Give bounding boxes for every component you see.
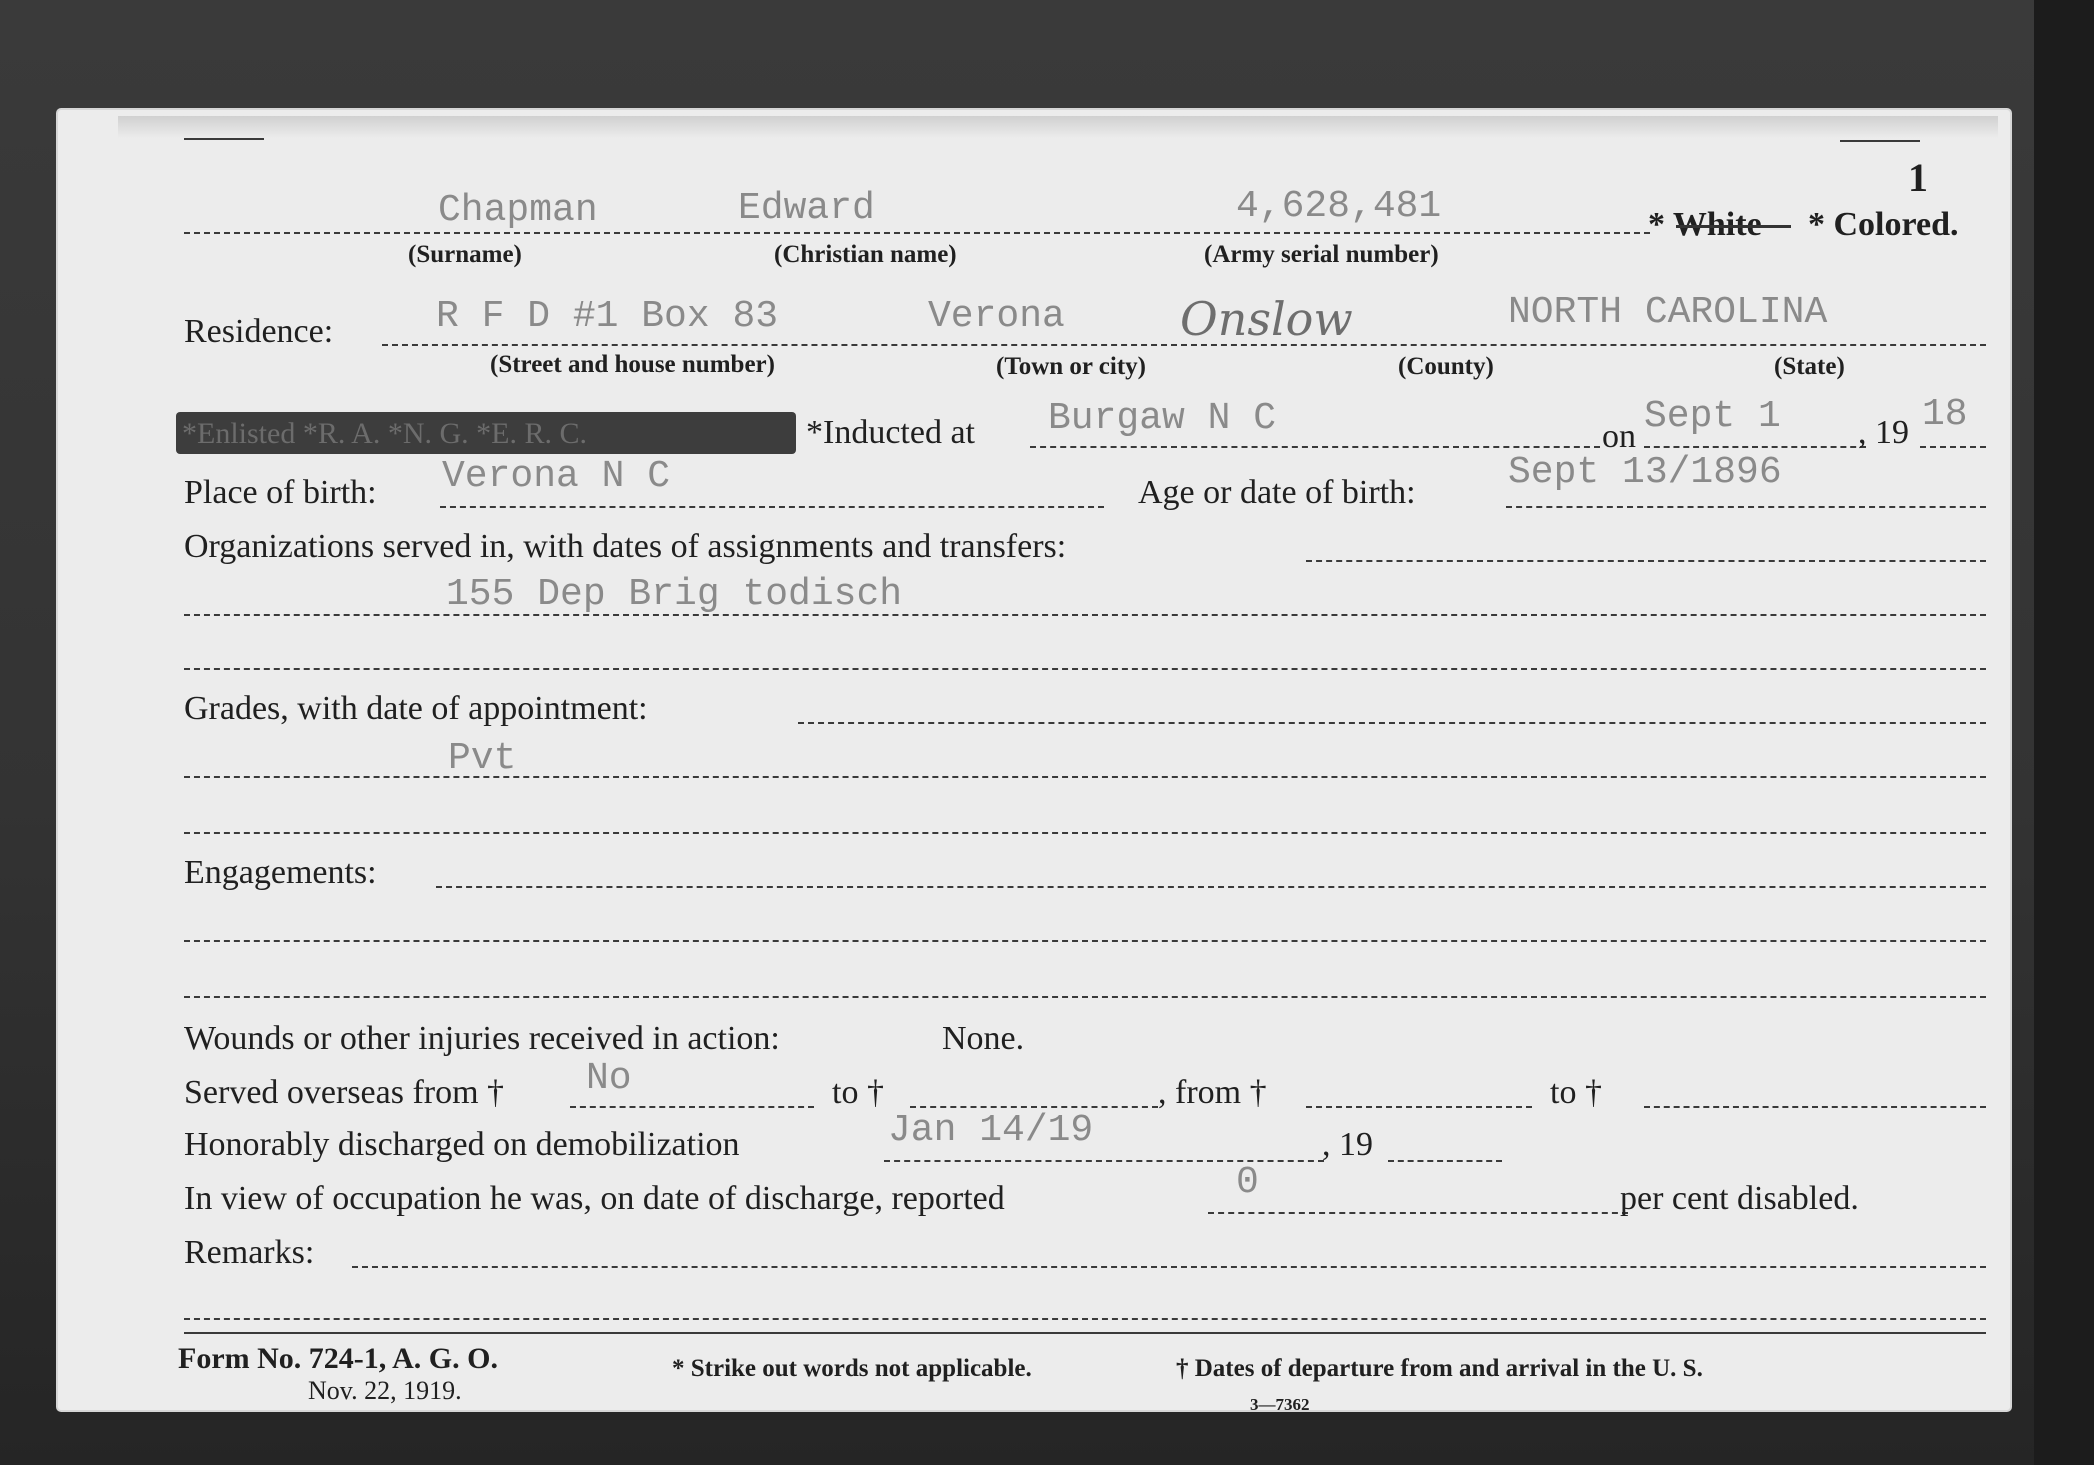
serial-caption: (Army serial number): [1204, 241, 1439, 268]
form-date: Nov. 22, 1919.: [308, 1376, 462, 1405]
wounds-value: None.: [942, 1020, 1025, 1057]
card-number: 1: [1908, 155, 1928, 200]
grades-line-2: [184, 832, 1986, 834]
inducted-place-line: [1030, 446, 1600, 448]
organizations-line-2: [184, 668, 1986, 670]
strike-note: * Strike out words not applicable.: [672, 1355, 1032, 1382]
county-value: Onslow: [1180, 292, 1353, 346]
serial-number-value: 4,628,481: [1236, 185, 1442, 228]
christian-name-caption: (Christian name): [774, 241, 957, 268]
grades-value: Pvt: [448, 737, 517, 780]
disability-suffix: per cent disabled.: [1620, 1180, 1859, 1217]
overseas-from-line: [570, 1106, 814, 1108]
inducted-date-line: [1644, 446, 1866, 448]
discharge-date-value: Jan 14/19: [888, 1109, 1094, 1152]
engagements-line-0: [436, 886, 1986, 888]
grades-line-1: [184, 776, 1986, 778]
inducted-year-line: [1920, 446, 1986, 448]
grades-label: Grades, with date of appointment:: [184, 690, 648, 727]
scan-edge: [2034, 0, 2094, 1465]
colored-option: * Colored.: [1808, 206, 1959, 243]
state-caption: (State): [1774, 353, 1845, 380]
footer-rule: [184, 1332, 1986, 1334]
overseas-to-line: [910, 1106, 1158, 1108]
white-option: * White: [1648, 206, 1762, 243]
top-left-rule: [184, 138, 264, 140]
redacted-enlisted-text: *Enlisted *R. A. *N. G. *E. R. C.: [182, 417, 588, 450]
birthdate-line: [1506, 506, 1986, 508]
birthplace-label: Place of birth:: [184, 474, 377, 511]
wounds-label: Wounds or other injuries received in action:: [184, 1020, 780, 1057]
form-number: Form No. 724-1, A. G. O.: [178, 1342, 498, 1375]
overseas-to-label: to †: [832, 1074, 884, 1111]
bleed-through: [118, 116, 1998, 138]
county-caption: (County): [1398, 353, 1494, 380]
top-right-rule: [1840, 140, 1920, 142]
overseas-to2-label: to †: [1550, 1074, 1602, 1111]
inducted-year-value: 18: [1922, 393, 1968, 436]
organizations-line-1: [184, 614, 1986, 616]
overseas-from2-label: , from †: [1158, 1074, 1267, 1111]
birthdate-value: Sept 13/1896: [1508, 451, 1782, 494]
service-record-card: [58, 110, 2010, 1414]
grades-line-0: [798, 722, 1986, 724]
birthplace-line: [440, 506, 1104, 508]
surname-value: Chapman: [438, 189, 598, 232]
disability-line: [1208, 1212, 1628, 1214]
print-code: 3—7362: [1250, 1395, 1310, 1414]
engagements-line-1: [184, 940, 1986, 942]
residence-label: Residence:: [184, 313, 334, 350]
disability-value: 0: [1236, 1161, 1259, 1204]
christian-name-value: Edward: [738, 187, 875, 230]
engagements-line-2: [184, 996, 1986, 998]
street-value: R F D #1 Box 83: [436, 295, 779, 338]
birthdate-label: Age or date of birth:: [1138, 474, 1416, 511]
town-value: Verona: [928, 295, 1065, 338]
discharge-label: Honorably discharged on demobilization: [184, 1126, 740, 1163]
remarks-line-0: [352, 1266, 1986, 1268]
on-label: on: [1602, 418, 1636, 455]
organizations-value: 155 Dep Brig todisch: [446, 573, 903, 616]
disability-label: In view of occupation he was, on date of discharge, reported: [184, 1180, 1005, 1217]
discharge-year-label: , 19: [1322, 1126, 1373, 1163]
inducted-label: *Inducted at: [806, 414, 975, 451]
surname-caption: (Surname): [408, 241, 522, 268]
state-value: NORTH CAROLINA: [1508, 291, 1828, 334]
overseas-from2-line: [1306, 1106, 1532, 1108]
organizations-line-0: [1306, 560, 1986, 562]
town-caption: (Town or city): [996, 353, 1146, 380]
inducted-date-value: Sept 1: [1644, 395, 1781, 438]
organizations-label: Organizations served in, with dates of assignments and transfers:: [184, 528, 1067, 565]
name-line: [184, 232, 1650, 234]
engagements-label: Engagements:: [184, 854, 377, 891]
year-prefix: , 19: [1858, 414, 1909, 451]
birthplace-value: Verona N C: [442, 455, 671, 498]
remarks-label: Remarks:: [184, 1234, 315, 1271]
residence-line: [382, 344, 1986, 346]
overseas-label: Served overseas from †: [184, 1074, 505, 1111]
overseas-to2-line: [1644, 1106, 1986, 1108]
dates-note: † Dates of departure from and arrival in the U. S.: [1176, 1355, 1703, 1382]
street-caption: (Street and house number): [490, 351, 775, 378]
overseas-from-value: No: [586, 1057, 632, 1100]
white-strikeout: [1676, 225, 1791, 228]
inducted-place-value: Burgaw N C: [1048, 397, 1277, 440]
discharge-year-line: [1388, 1160, 1502, 1162]
remarks-line-1: [184, 1318, 1986, 1320]
